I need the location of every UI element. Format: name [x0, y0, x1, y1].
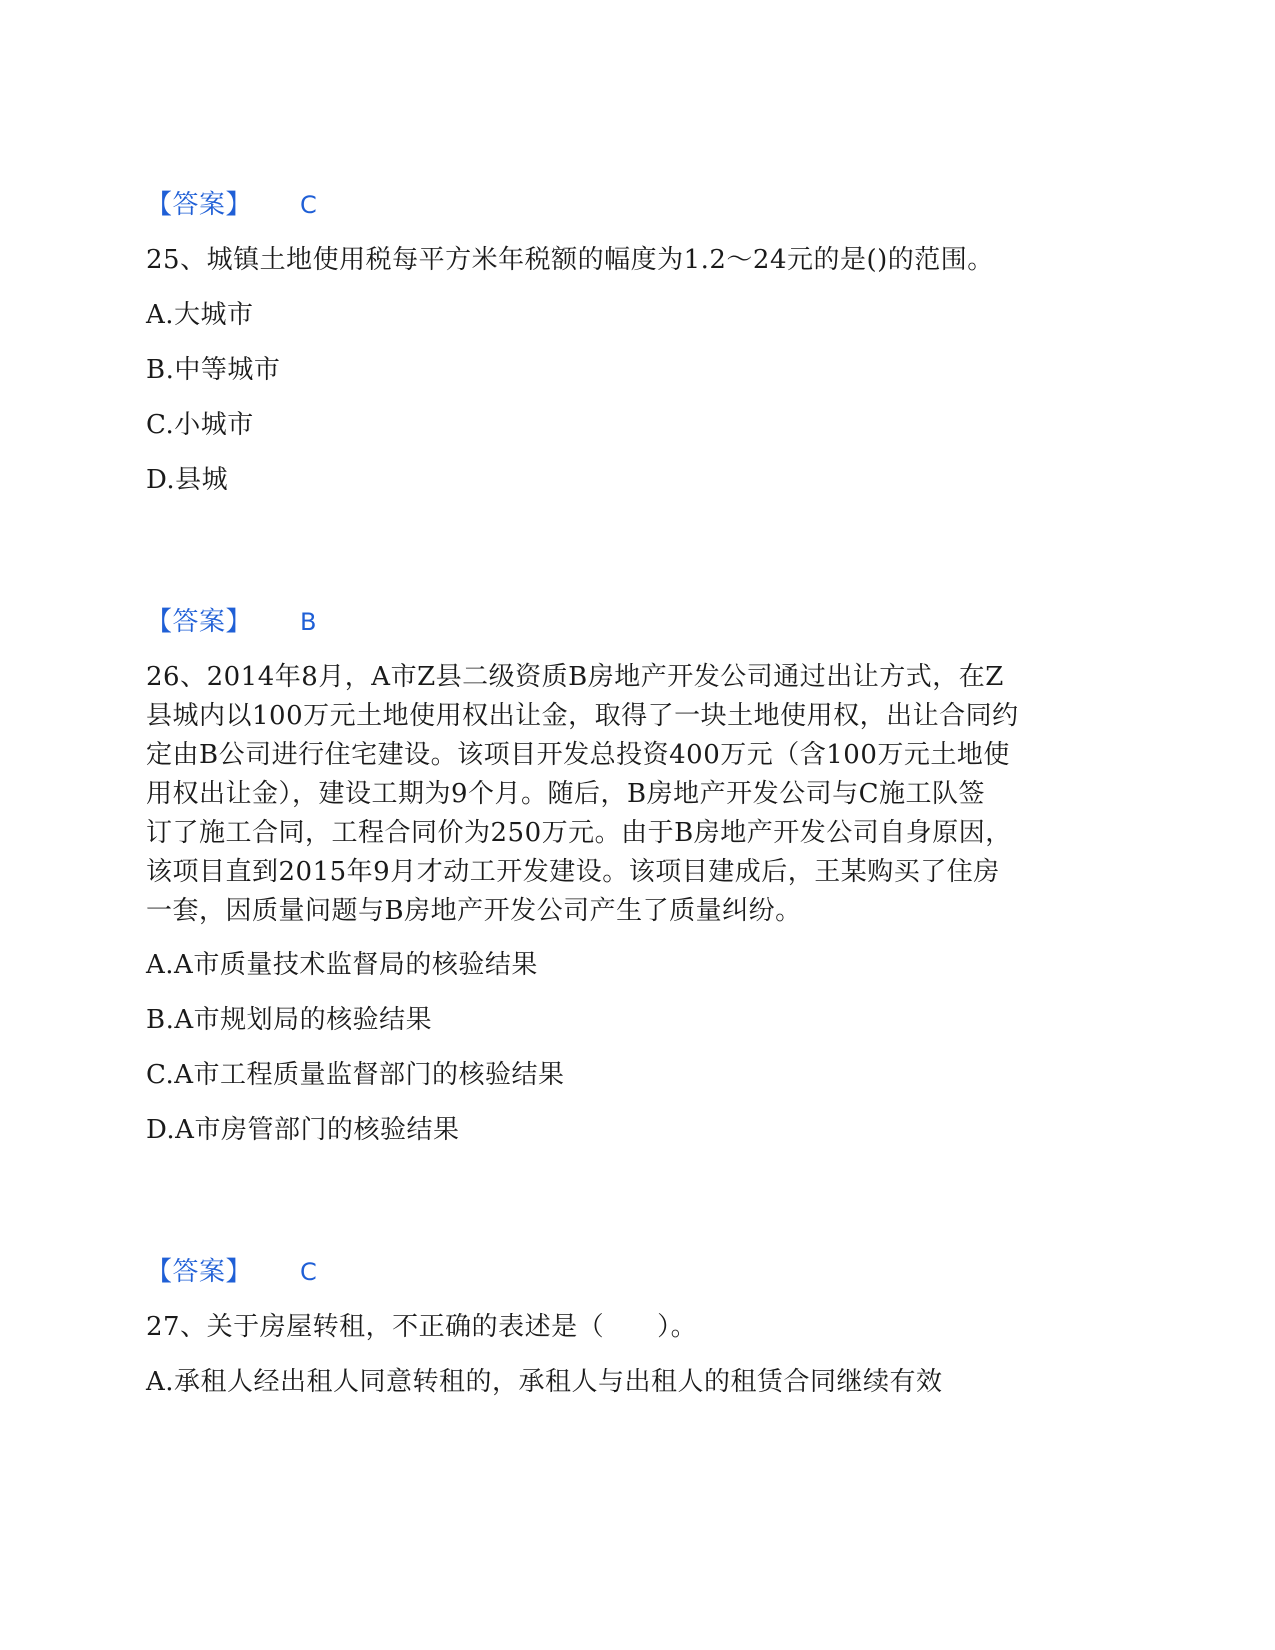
q25-option-d: D.县城: [146, 465, 229, 495]
answer-value: C: [300, 1258, 318, 1286]
question-26-stem-line: 用权出让金），建设工期为9个月。随后，B房地产开发公司与C施工队签: [146, 779, 986, 809]
answer-value: C: [300, 191, 318, 219]
answer-line-q25: [146, 605, 317, 639]
question-26-stem-line: 一套，因质量问题与B房地产开发公司产生了质量纠纷。: [146, 896, 802, 926]
question-26-stem-line: 定由B公司进行住宅建设。该项目开发总投资400万元（含100万元土地使: [146, 740, 1010, 770]
answer-tag: 【答案】: [146, 190, 253, 220]
answer-tag: 【答案】: [146, 607, 253, 637]
q26-option-d: D.A市房管部门的核验结果: [146, 1115, 460, 1145]
q27-option-a: A.承租人经出租人同意转租的，承租人与出租人的租赁合同继续有效: [146, 1367, 943, 1397]
q25-option-a: A.大城市: [146, 300, 254, 330]
question-27-stem: 27、关于房屋转租，不正确的表述是（ ）。: [146, 1312, 698, 1342]
q25-option-c: C.小城市: [146, 410, 254, 440]
question-26-stem-line: 订了施工合同，工程合同价为250万元。由于B房地产开发公司自身原因，: [146, 818, 1012, 848]
question-26-stem-line: 县城内以100万元土地使用权出让金，取得了一块土地使用权，出让合同约: [146, 701, 1019, 731]
answer-tag: 【答案】: [146, 1257, 253, 1287]
q26-option-b: B.A市规划局的核验结果: [146, 1005, 433, 1035]
q26-option-a: A.A市质量技术监督局的核验结果: [146, 950, 538, 980]
answer-line-q24: [146, 188, 317, 222]
question-25-stem: 25、城镇土地使用税每平方米年税额的幅度为1.2～24元的是()的范围。: [146, 245, 994, 275]
q25-option-b: B.中等城市: [146, 355, 281, 385]
answer-value: B: [300, 608, 317, 636]
answer-line-q26: [146, 1255, 317, 1289]
question-26-stem-line: 26、2014年8月，A市Z县二级资质B房地产开发公司通过出让方式，在Z: [146, 662, 1004, 692]
q26-option-c: C.A市工程质量监督部门的核验结果: [146, 1060, 565, 1090]
question-26-stem-line: 该项目直到2015年9月才动工开发建设。该项目建成后，王某购买了住房: [146, 857, 1000, 887]
